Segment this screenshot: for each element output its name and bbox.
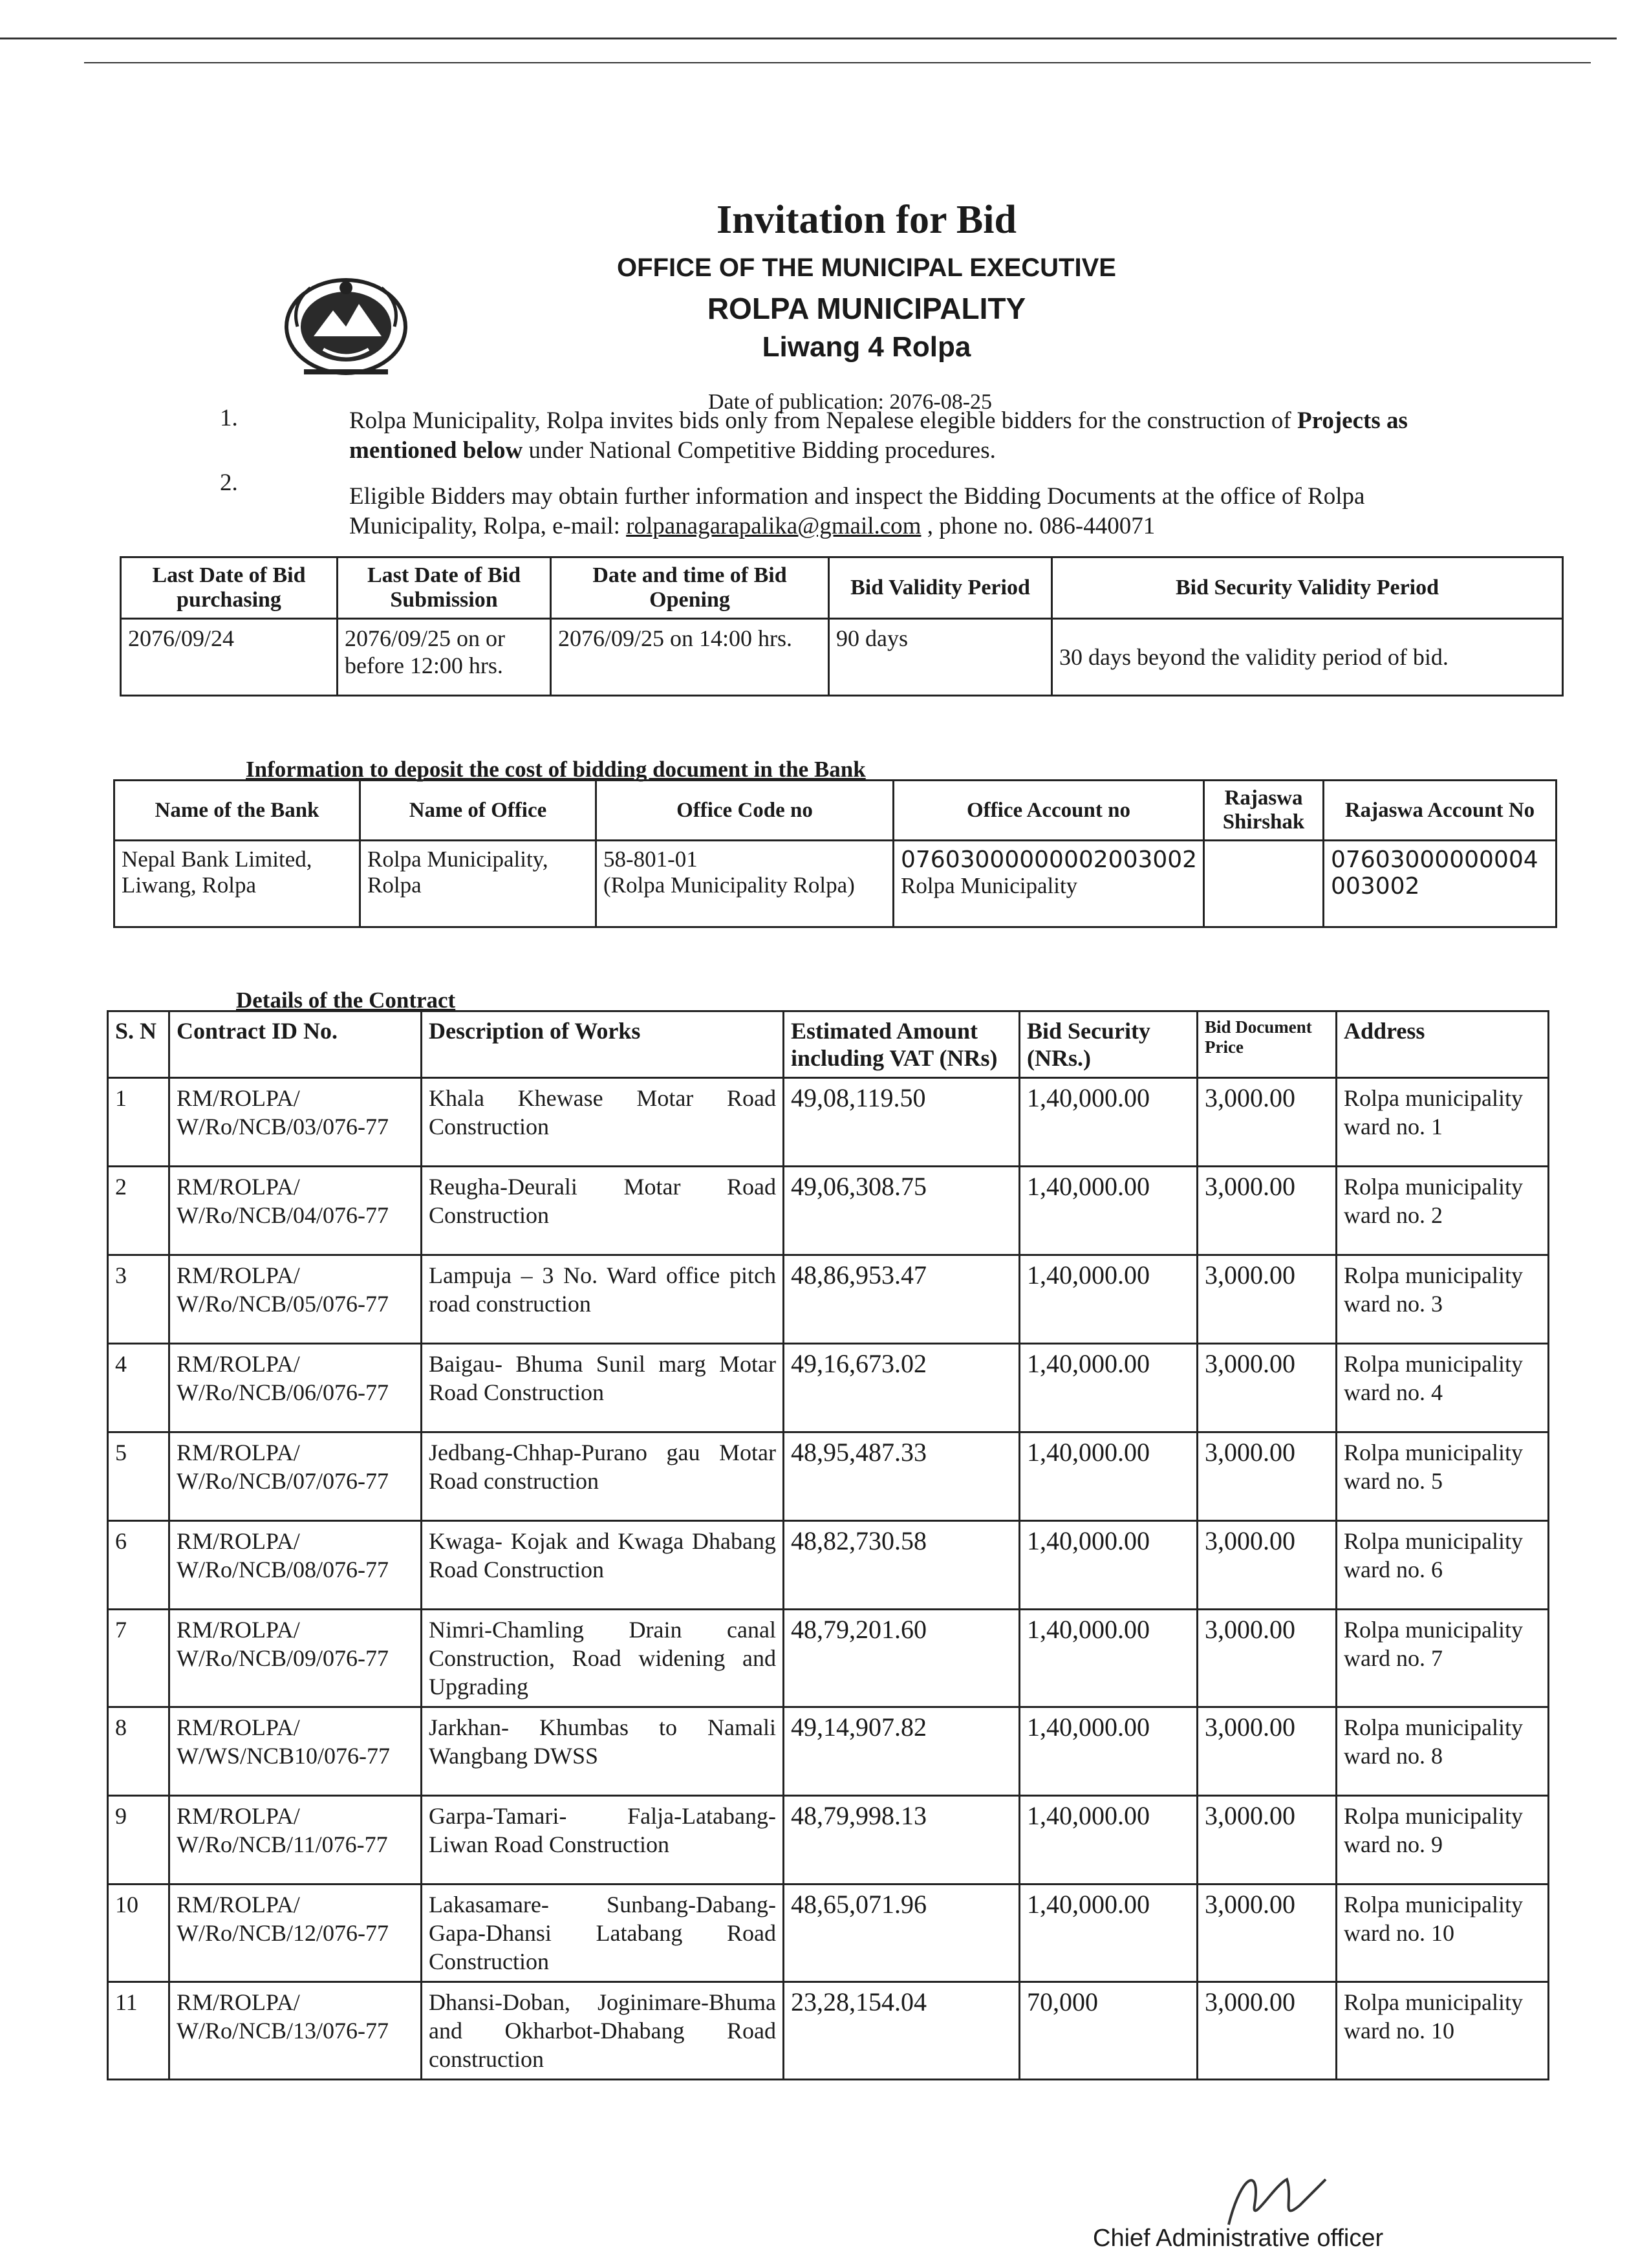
contract-id: RM/ROLPA/ W/Ro/NCB/09/076-77 (169, 1610, 422, 1707)
document-price: 3,000.00 (1198, 1796, 1337, 1885)
contract-id: RM/ROLPA/ W/Ro/NCB/08/076-77 (169, 1521, 422, 1610)
contract-table (107, 1010, 1549, 2080)
table-row (108, 1610, 1549, 1707)
office-name: OFFICE OF THE MUNICIPAL EXECUTIVE (617, 254, 1116, 282)
serial-number: 5 (108, 1432, 169, 1521)
table-row (121, 619, 1563, 696)
office-name-cell: Rolpa Municipality, Rolpa (360, 841, 596, 927)
address: Rolpa municipality ward no. 10 (1337, 1885, 1549, 1982)
paragraph-1 (349, 406, 1481, 466)
bank-table (113, 779, 1557, 928)
estimated-amount: 48,86,953.47 (784, 1255, 1020, 1344)
estimated-amount: 49,14,907.82 (784, 1707, 1020, 1796)
serial-number: 2 (108, 1167, 169, 1255)
office-account-number: 07603000000002003002 (901, 847, 1198, 873)
address: Rolpa municipality ward no. 2 (1337, 1167, 1549, 1255)
estimated-amount: 48,79,201.60 (784, 1610, 1020, 1707)
table-cell: 2076/09/25 on 14:00 hrs. (551, 619, 829, 696)
paragraph-number: 2. (220, 470, 238, 496)
estimated-amount: 48,82,730.58 (784, 1521, 1020, 1610)
paragraph-1-bold: Projects as mentioned below (349, 407, 1408, 464)
serial-number: 11 (108, 1982, 169, 2080)
table-cell: 90 days (829, 619, 1052, 696)
header-cell: Address (1337, 1011, 1549, 1078)
header-cell: Bid Security (NRs.) (1020, 1011, 1198, 1078)
paragraph-number: 1. (220, 405, 238, 431)
work-description: Garpa-Tamari- Falja-Latabang-Liwan Road Construction (422, 1796, 784, 1885)
header-cell: Name of Office (360, 781, 596, 841)
bid-security: 1,40,000.00 (1020, 1610, 1198, 1707)
work-description: Nimri-Chamling Drain canal Construction, Road widening and Upgrading (422, 1610, 784, 1707)
contract-id: RM/ROLPA/ W/WS/NCB10/076-77 (169, 1707, 422, 1796)
contract-id: RM/ROLPA/ W/Ro/NCB/11/076-77 (169, 1796, 422, 1885)
document-price: 3,000.00 (1198, 1432, 1337, 1521)
estimated-amount: 49,16,673.02 (784, 1344, 1020, 1432)
header-cell: Office Account no (894, 781, 1204, 841)
office-code: 58-801-01 (603, 847, 698, 872)
paragraph-1-text-end: under National Competitive Bidding procedures. (523, 437, 996, 464)
table-header-row (114, 781, 1557, 841)
address: Rolpa municipality ward no. 1 (1337, 1078, 1549, 1167)
address: Rolpa municipality ward no. 10 (1337, 1982, 1549, 2080)
document-title: Invitation for Bid (717, 198, 1017, 242)
work-description: Jarkhan- Khumbas to Namali Wangbang DWSS (422, 1707, 784, 1796)
work-description: Khala Khewase Motar Road Construction (422, 1078, 784, 1167)
document-price: 3,000.00 (1198, 1610, 1337, 1707)
table-row (108, 1982, 1549, 2080)
table-row (114, 841, 1557, 927)
contract-id: RM/ROLPA/ W/Ro/NCB/05/076-77 (169, 1255, 422, 1344)
bank-section-title: Information to deposit the cost of bidding document in the Bank (246, 757, 866, 782)
serial-number: 7 (108, 1610, 169, 1707)
document-price: 3,000.00 (1198, 1521, 1337, 1610)
serial-number: 8 (108, 1707, 169, 1796)
bid-security: 1,40,000.00 (1020, 1521, 1198, 1610)
bid-security: 1,40,000.00 (1020, 1432, 1198, 1521)
header-cell: Rajaswa Shirshak (1204, 781, 1324, 841)
table-row (108, 1078, 1549, 1167)
serial-number: 1 (108, 1078, 169, 1167)
office-account-name: Rolpa Municipality (901, 873, 1078, 898)
table-cell: 2076/09/25 on or before 12:00 hrs. (338, 619, 551, 696)
header-cell: Bid Validity Period (829, 557, 1052, 619)
table-row (108, 1167, 1549, 1255)
work-description: Baigau- Bhuma Sunil marg Motar Road Construction (422, 1344, 784, 1432)
table-row (108, 1885, 1549, 1982)
paragraph-2 (349, 482, 1481, 541)
address: Rolpa municipality ward no. 7 (1337, 1610, 1549, 1707)
estimated-amount: 23,28,154.04 (784, 1982, 1020, 2080)
header-cell: Last Date of Bid purchasing (121, 557, 338, 619)
table-cell: 2076/09/24 (121, 619, 338, 696)
header-cell: Description of Works (422, 1011, 784, 1078)
bid-security: 1,40,000.00 (1020, 1796, 1198, 1885)
contract-id: RM/ROLPA/ W/Ro/NCB/13/076-77 (169, 1982, 422, 2080)
paragraph-2-text-end: , phone no. 086-440071 (921, 513, 1156, 539)
header-cell: S. N (108, 1011, 169, 1078)
bid-security: 1,40,000.00 (1020, 1885, 1198, 1982)
header-cell: Bid Document Price (1198, 1011, 1337, 1078)
table-row (108, 1255, 1549, 1344)
office-code-cell (596, 841, 894, 927)
table-row (108, 1432, 1549, 1521)
address: Rolpa municipality ward no. 8 (1337, 1707, 1549, 1796)
address: Rolpa municipality ward no. 4 (1337, 1344, 1549, 1432)
publication-date: Date of publication: 2076-08-25 (708, 390, 993, 414)
header-cell: Date and time of Bid Opening (551, 557, 829, 619)
estimated-amount: 48,95,487.33 (784, 1432, 1020, 1521)
contract-id: RM/ROLPA/ W/Ro/NCB/03/076-77 (169, 1078, 422, 1167)
table-cell: 30 days beyond the validity period of bid. (1052, 619, 1563, 696)
contract-id: RM/ROLPA/ W/Ro/NCB/12/076-77 (169, 1885, 422, 1982)
office-code-note: (Rolpa Municipality Rolpa) (603, 872, 855, 898)
signatory-title: Chief Administrative officer (1093, 2225, 1384, 2252)
paragraph-1-text: Rolpa Municipality, Rolpa invites bids only from Nepalese elegible bidders for the construction of (349, 407, 1297, 434)
serial-number: 3 (108, 1255, 169, 1344)
contract-id: RM/ROLPA/ W/Ro/NCB/04/076-77 (169, 1167, 422, 1255)
header-cell: Last Date of Bid Submission (338, 557, 551, 619)
work-description: Lampuja – 3 No. Ward office pitch road construction (422, 1255, 784, 1344)
bank-name: Nepal Bank Limited, Liwang, Rolpa (114, 841, 360, 927)
table-row (108, 1707, 1549, 1796)
document-price: 3,000.00 (1198, 1167, 1337, 1255)
estimated-amount: 48,65,071.96 (784, 1885, 1020, 1982)
work-description: Reugha-Deurali Motar Road Construction (422, 1167, 784, 1255)
header-cell: Office Code no (596, 781, 894, 841)
header-cell: Name of the Bank (114, 781, 360, 841)
serial-number: 9 (108, 1796, 169, 1885)
estimated-amount: 48,79,998.13 (784, 1796, 1020, 1885)
bid-security: 1,40,000.00 (1020, 1707, 1198, 1796)
work-description: Lakasamare- Sunbang-Dabang-Gapa-Dhansi Latabang Road Construction (422, 1885, 784, 1982)
top-rule (0, 38, 1617, 39)
header-cell: Contract ID No. (169, 1011, 422, 1078)
bid-security: 1,40,000.00 (1020, 1344, 1198, 1432)
contract-id: RM/ROLPA/ W/Ro/NCB/06/076-77 (169, 1344, 422, 1432)
address: Rolpa municipality ward no. 6 (1337, 1521, 1549, 1610)
rajaswa-shirshak (1204, 841, 1324, 927)
header-cell: Bid Security Validity Period (1052, 557, 1563, 619)
table-row (108, 1344, 1549, 1432)
address: Rolpa municipality ward no. 9 (1337, 1796, 1549, 1885)
location: Liwang 4 Rolpa (762, 331, 971, 363)
document-price: 3,000.00 (1198, 1885, 1337, 1982)
paragraph-2-text: Eligible Bidders may obtain further information and inspect the Bidding Documents at the office of Rolpa Municipality, Rolpa, e-mail: (349, 483, 1365, 539)
bid-security: 1,40,000.00 (1020, 1078, 1198, 1167)
work-description: Jedbang-Chhap-Purano gau Motar Road construction (422, 1432, 784, 1521)
email-link[interactable]: rolpanagarapalika@gmail.com (626, 513, 921, 539)
work-description: Kwaga- Kojak and Kwaga Dhabang Road Construction (422, 1521, 784, 1610)
bid-security: 1,40,000.00 (1020, 1167, 1198, 1255)
estimated-amount: 49,06,308.75 (784, 1167, 1020, 1255)
contract-section-title: Details of the Contract (236, 988, 456, 1013)
rajaswa-account-cell (1324, 841, 1557, 927)
document-price: 3,000.00 (1198, 1707, 1337, 1796)
bid-security: 1,40,000.00 (1020, 1255, 1198, 1344)
address: Rolpa municipality ward no. 3 (1337, 1255, 1549, 1344)
bid-dates-table (120, 556, 1564, 697)
rajaswa-account-number: 07603000000004003002 (1331, 847, 1538, 900)
municipality-name: ROLPA MUNICIPALITY (707, 292, 1026, 325)
table-row (108, 1521, 1549, 1610)
serial-number: 6 (108, 1521, 169, 1610)
document-price: 3,000.00 (1198, 1078, 1337, 1167)
header-rule (84, 62, 1591, 63)
header-cell: Rajaswa Account No (1324, 781, 1557, 841)
document-price: 3,000.00 (1198, 1344, 1337, 1432)
serial-number: 10 (108, 1885, 169, 1982)
header-cell: Estimated Amount including VAT (NRs) (784, 1011, 1020, 1078)
contract-id: RM/ROLPA/ W/Ro/NCB/07/076-77 (169, 1432, 422, 1521)
address: Rolpa municipality ward no. 5 (1337, 1432, 1549, 1521)
table-header-row (108, 1011, 1549, 1078)
table-header-row (121, 557, 1563, 619)
bid-security: 70,000 (1020, 1982, 1198, 2080)
serial-number: 4 (108, 1344, 169, 1432)
office-account-cell (894, 841, 1204, 927)
work-description: Dhansi-Doban, Joginimare-Bhuma and Okharbot-Dhabang Road construction (422, 1982, 784, 2080)
document-price: 3,000.00 (1198, 1255, 1337, 1344)
table-row (108, 1796, 1549, 1885)
estimated-amount: 49,08,119.50 (784, 1078, 1020, 1167)
document-price: 3,000.00 (1198, 1982, 1337, 2080)
